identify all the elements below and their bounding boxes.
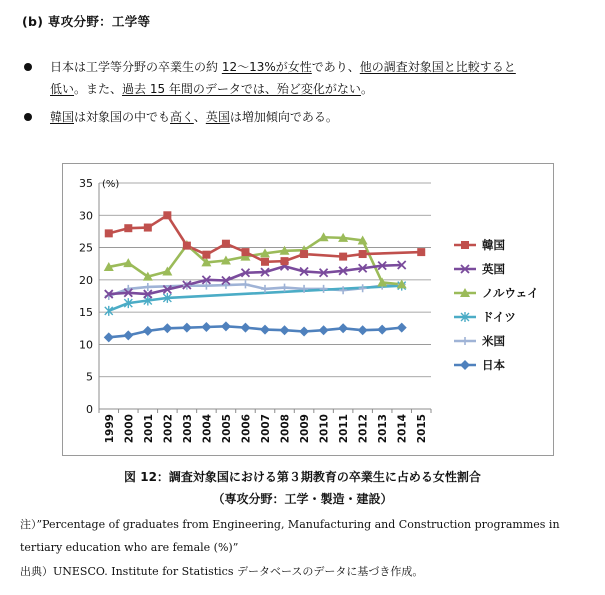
data-point xyxy=(300,250,308,258)
x-tick-label: 2014 xyxy=(396,414,409,444)
data-point xyxy=(222,240,230,248)
legend-label: 米国 xyxy=(482,334,505,348)
data-point xyxy=(201,322,211,332)
data-point xyxy=(105,229,113,237)
source-line: 出典）UNESCO. Institute for Statistics データベースのデータに基づき作成。 xyxy=(20,565,424,578)
data-point xyxy=(221,321,231,331)
y-tick-label: 0 xyxy=(86,403,93,416)
x-tick-label: 2009 xyxy=(299,414,312,444)
x-tick-label: 2015 xyxy=(416,414,429,444)
data-point xyxy=(260,325,270,335)
note-line-1: 注）”Percentage of graduates from Engineering, Manufacturing and Construction programmes in xyxy=(20,518,560,531)
text-segment: であり、 xyxy=(311,60,360,74)
y-tick-label: 5 xyxy=(86,370,93,384)
data-point xyxy=(359,250,367,258)
data-point xyxy=(320,285,328,293)
data-point xyxy=(417,248,425,256)
y-axis-label: (%) xyxy=(102,179,120,190)
data-point xyxy=(144,283,152,291)
note-line-2: tertiary education who are female (%)” xyxy=(20,541,239,554)
text-segment: 。 xyxy=(325,110,338,124)
text-segment: 高く xyxy=(170,110,194,124)
data-point xyxy=(338,323,348,333)
legend-label: 英国 xyxy=(482,262,505,276)
data-point xyxy=(377,325,387,335)
y-tick-label: 15 xyxy=(79,306,93,320)
data-point xyxy=(124,224,132,232)
x-tick-label: 2010 xyxy=(318,414,331,444)
data-point xyxy=(281,257,289,265)
data-point xyxy=(299,327,309,337)
text-segment: 韓国 xyxy=(50,110,75,124)
data-point xyxy=(261,258,269,266)
text-segment: 。 xyxy=(360,82,373,96)
bullet-dot xyxy=(24,113,32,121)
text-segment: 。また、 xyxy=(74,82,123,96)
data-point xyxy=(397,323,407,333)
x-tick-label: 2005 xyxy=(220,414,233,444)
section-heading: (b) 専攻分野：工学等 xyxy=(22,14,151,29)
data-point xyxy=(143,326,153,336)
figure-caption: 図 12：調査対象国における第３期教育の卒業生に占める女性割合 xyxy=(124,470,481,484)
text-segment: 低い xyxy=(50,82,75,96)
legend-marker xyxy=(461,241,469,249)
data-point xyxy=(144,224,152,232)
data-point xyxy=(162,323,172,333)
x-tick-label: 2011 xyxy=(338,414,351,444)
text-segment: 、 xyxy=(193,110,206,124)
legend-label: 日本 xyxy=(482,358,505,372)
series-line xyxy=(109,326,402,337)
bullet-text-2 xyxy=(50,106,605,128)
x-tick-label: 2007 xyxy=(260,414,272,444)
line-chart xyxy=(62,163,554,456)
legend-marker xyxy=(461,337,469,345)
x-tick-label: 2002 xyxy=(162,414,175,444)
y-tick-label: 35 xyxy=(79,177,93,190)
data-point xyxy=(319,325,329,335)
data-point xyxy=(358,325,368,335)
bullet-text-1 xyxy=(50,56,605,100)
legend-marker xyxy=(460,360,470,370)
x-tick-label: 2004 xyxy=(201,414,214,444)
data-point xyxy=(123,330,133,340)
legend-label: 韓国 xyxy=(482,238,505,252)
x-tick-label: 2013 xyxy=(377,414,390,444)
data-point xyxy=(163,211,171,219)
text-segment: 過去 15 年間のデータでは、殆ど変化がない xyxy=(122,82,361,96)
x-tick-label: 2000 xyxy=(123,414,136,444)
y-tick-label: 30 xyxy=(79,209,93,223)
data-point xyxy=(339,253,347,261)
data-point xyxy=(183,242,191,250)
data-point xyxy=(104,332,114,342)
x-tick-label: 1999 xyxy=(103,414,116,444)
data-point xyxy=(202,251,210,259)
x-tick-label: 2012 xyxy=(357,414,370,444)
y-tick-label: 25 xyxy=(79,241,93,255)
text-segment: 他の調査対象国と比較すると xyxy=(359,60,516,74)
data-point xyxy=(240,323,250,333)
data-point xyxy=(241,248,249,256)
data-point xyxy=(182,323,192,333)
data-point xyxy=(241,280,249,288)
text-segment: は対象国の中でも xyxy=(74,110,171,124)
text-segment: は増加傾向である xyxy=(229,110,326,124)
figure-caption-sub: （専攻分野：工学・製造・建設） xyxy=(212,492,393,506)
bullet-dot xyxy=(24,63,32,71)
x-tick-label: 2003 xyxy=(181,414,194,444)
y-tick-label: 20 xyxy=(79,273,93,287)
data-point xyxy=(359,284,367,292)
x-tick-label: 2008 xyxy=(279,414,292,444)
text-segment: 12～13%が女性 xyxy=(221,60,312,74)
x-tick-label: 2001 xyxy=(142,414,155,444)
legend-label: ドイツ xyxy=(482,310,516,324)
legend-label: ノルウェイ xyxy=(482,286,539,300)
y-tick-label: 10 xyxy=(79,338,93,352)
x-tick-label: 2006 xyxy=(240,414,253,444)
text-segment: 英国 xyxy=(205,110,230,124)
data-point xyxy=(280,325,290,335)
text-segment: 日本は工学等分野の卒業生の約 xyxy=(50,60,222,74)
